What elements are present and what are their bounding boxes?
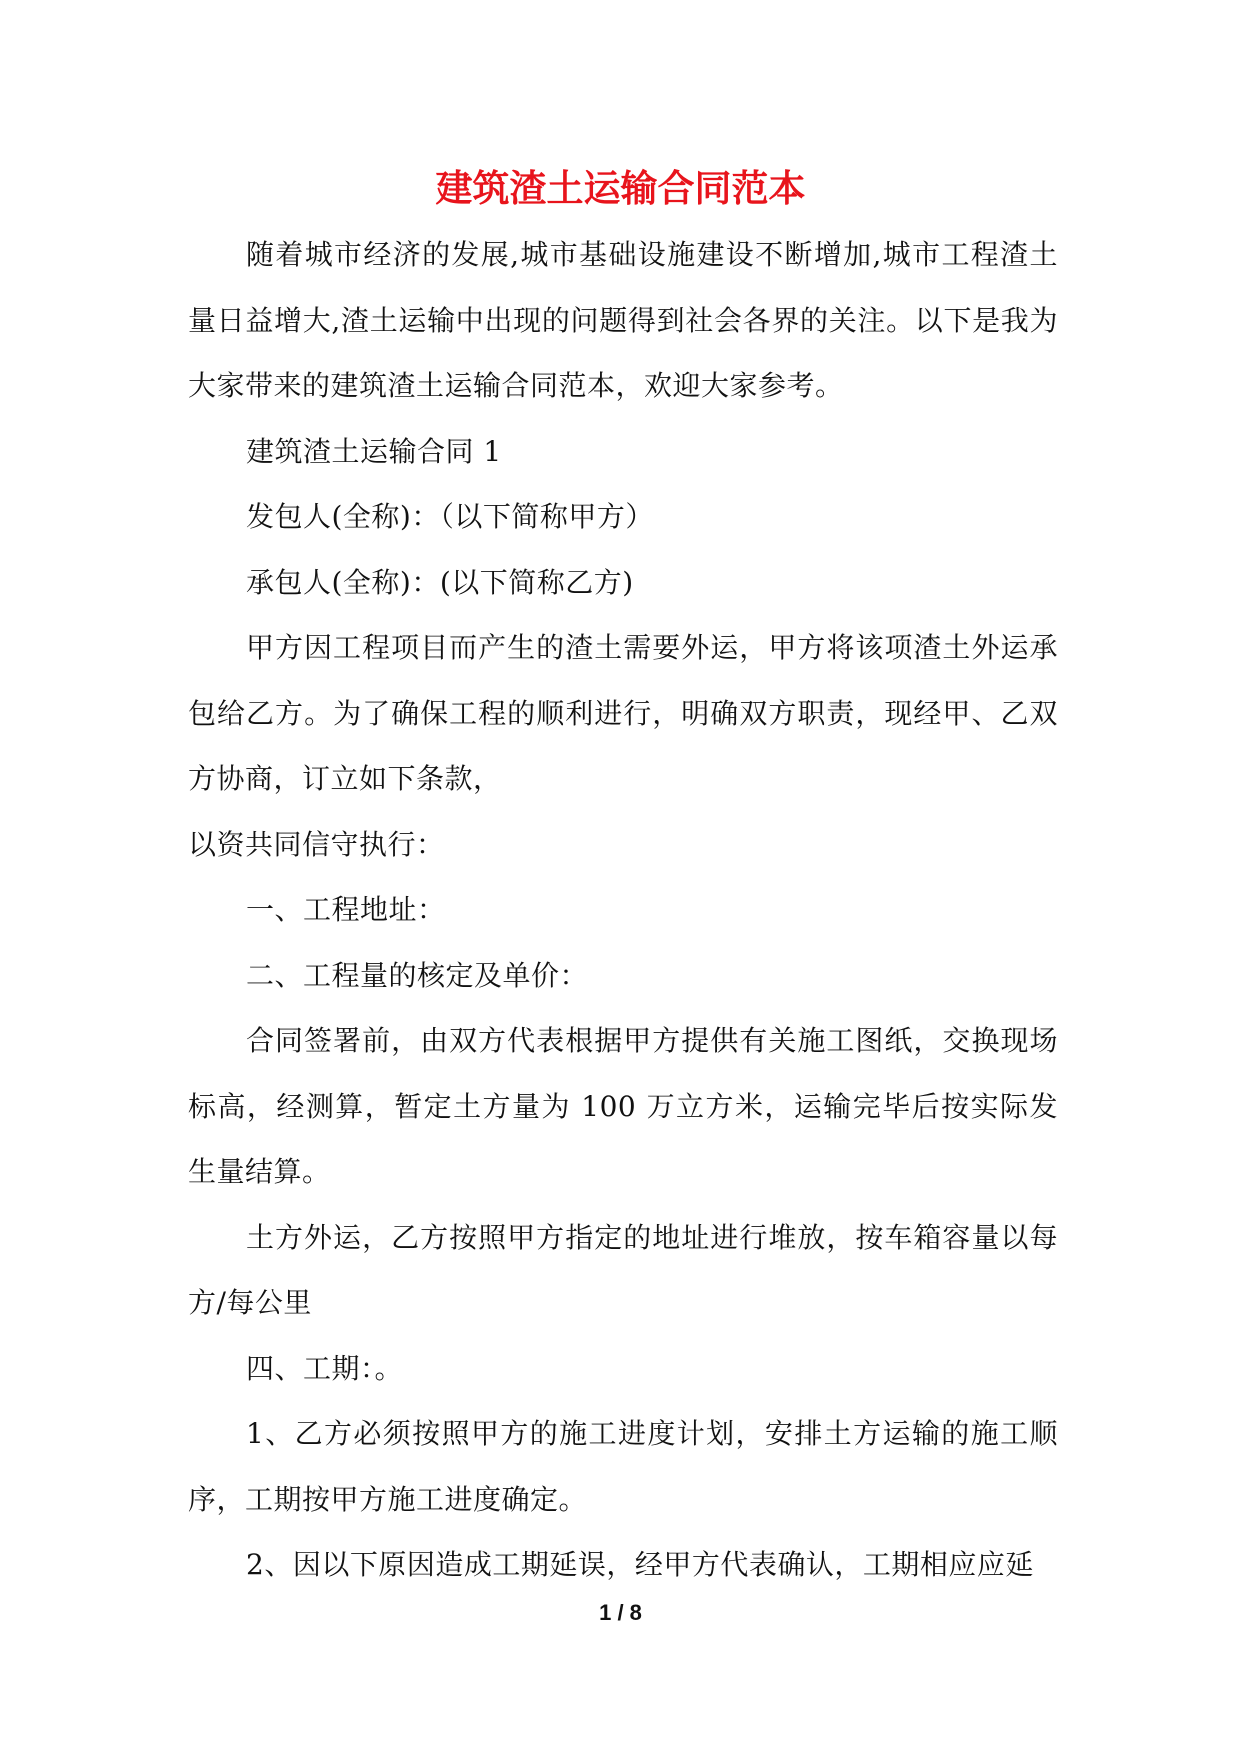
paragraph-clause-2: 2、因以下原因造成工期延误，经甲方代表确认，工期相应应延	[246, 1548, 1034, 1581]
paragraph-contract-heading: 建筑渣土运输合同 1	[246, 434, 502, 468]
paragraph-section-2: 二、工程量的核定及单价：	[246, 958, 589, 992]
paragraph-section-4: 四、工期：。	[246, 1351, 404, 1385]
document-title: 建筑渣土运输合同范本	[435, 166, 806, 210]
paragraph-party-a: 发包人(全称)：（以下简称甲方）	[246, 500, 654, 533]
document-body	[188, 222, 1058, 1598]
paragraph-clause-1: 1、乙方必须按照甲方的施工进度计划，安排土方运输的施工顺序，工期按甲方施工进度确定。	[188, 1417, 1058, 1516]
paragraph-party-b: 承包人(全称)：(以下简称乙方)	[246, 565, 634, 599]
paragraph-purpose: 甲方因工程项目而产生的渣土需要外运，甲方将该项渣土外运承包给乙方。为了确保工程的顺利进行，明确双方职责，现经甲、乙双方协商，订立如下条款，	[188, 631, 1058, 795]
paragraph-intro: 随着城市经济的发展,城市基础设施建设不断增加,城市工程渣土量日益增大,渣土运输中出现的问题得到社会各界的关注。以下是我为大家带来的建筑渣土运输合同范本，欢迎大家参考。	[188, 238, 1058, 402]
paragraph-section-1: 一、工程地址：	[246, 893, 446, 926]
paragraph-transport: 土方外运，乙方按照甲方指定的地址进行堆放，按车箱容量以每方/每公里	[188, 1220, 1058, 1319]
paragraph-quantity: 合同签署前，由双方代表根据甲方提供有关施工图纸，交换现场标高，经测算，暂定土方量为 100 万立方米，运输完毕后按实际发生量结算。	[188, 1024, 1058, 1188]
page-number: 1 / 8	[599, 1600, 642, 1625]
paragraph-purpose-continued: 以资共同信守执行：	[188, 827, 445, 861]
